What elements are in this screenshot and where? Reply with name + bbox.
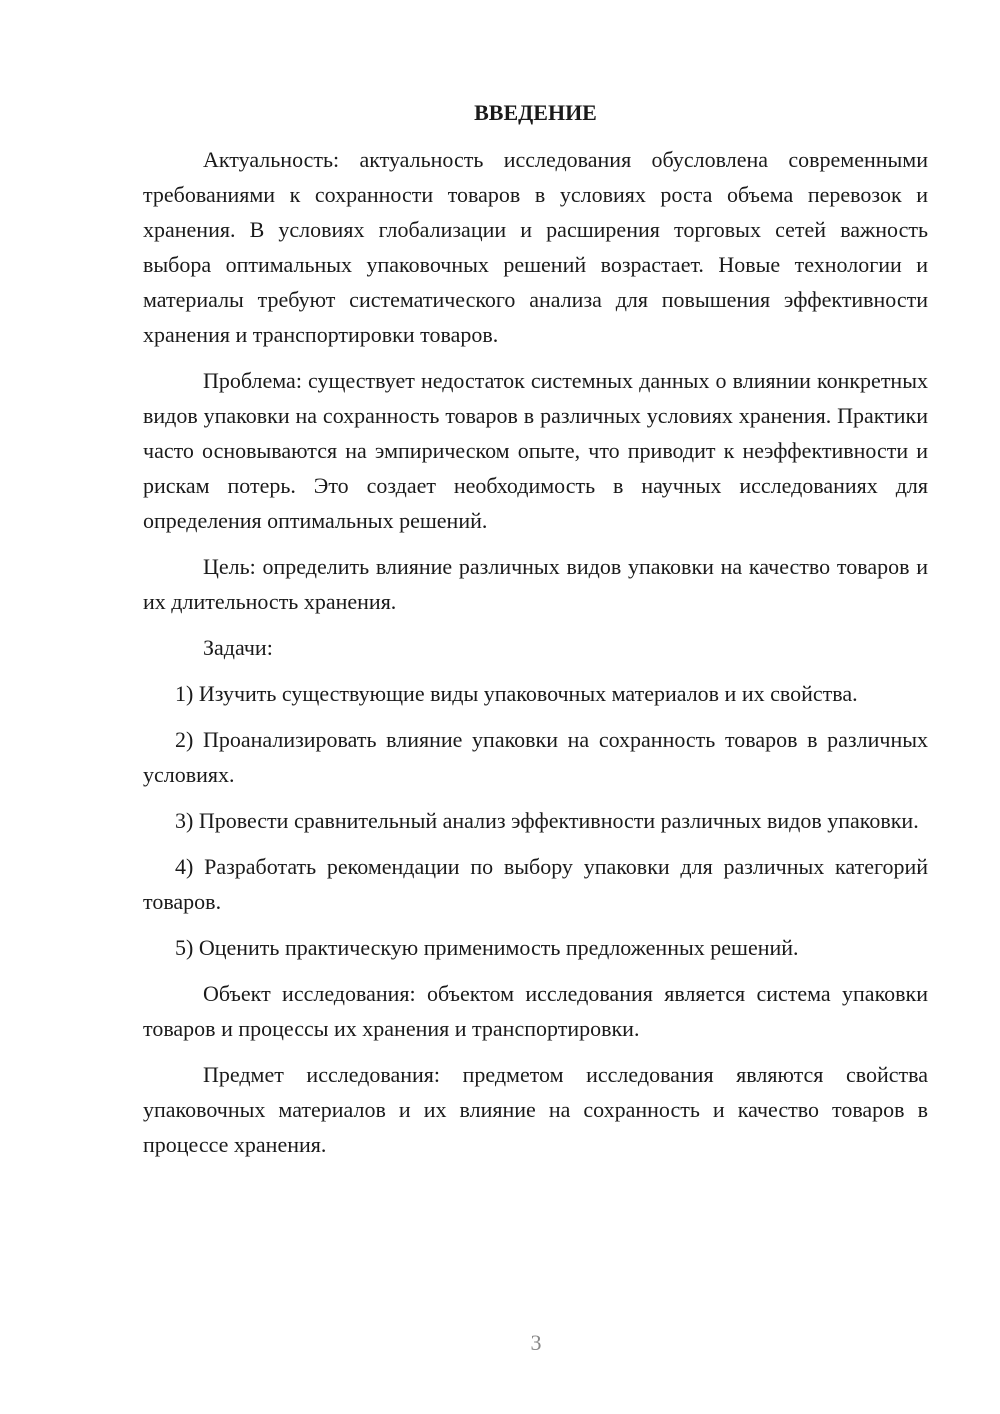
task-item: 2) Проанализировать влияние упаковки на сохранность товаров в различных условиях. [143, 727, 928, 787]
paragraph-problem: Проблема: существует недостаток системных данных о влиянии конкретных видов упаковки на сохранность товаров в различных условиях хранения. Практики часто основываются на эмпирическом опыте, что приводит к неэффективности и рискам потерь. Это создает необходимость в научных исследованиях для определения оптимальных решений. [143, 368, 928, 533]
tasks-label: Задачи: [203, 635, 273, 660]
paragraph-subject: Предмет исследования: предметом исследования являются свойства упаковочных материалов и их влияние на сохранность и качество товаров в процессе хранения. [143, 1062, 928, 1157]
task-item: 5) Оценить практическую применимость предложенных решений. [175, 935, 799, 960]
paragraph-goal: Цель: определить влияние различных видов упаковки на качество товаров и их длительность хранения. [143, 554, 928, 614]
paragraph-relevance: Актуальность: актуальность исследования обусловлена современными требованиями к сохранности товаров в условиях роста объема перевозок и хранения. В условиях глобализации и расширения торговых сетей важность выбора оптимальных упаковочных решений возрастает. Новые технологии и материалы требуют систематического анализа для повышения эффективности хранения и транспортировки товаров. [143, 147, 928, 347]
task-item: 1) Изучить существующие виды упаковочных материалов и их свойства. [175, 681, 858, 706]
page-number: 3 [530, 1330, 542, 1355]
task-item: 4) Разработать рекомендации по выбору упаковки для различных категорий товаров. [143, 854, 928, 914]
paragraph-object: Объект исследования: объектом исследования является система упаковки товаров и процессы их хранения и транспортировки. [143, 981, 928, 1041]
document-page [143, 95, 928, 1173]
task-item: 3) Провести сравнительный анализ эффективности различных видов упаковки. [175, 808, 919, 833]
page-title: ВВЕДЕНИЕ [474, 100, 597, 125]
